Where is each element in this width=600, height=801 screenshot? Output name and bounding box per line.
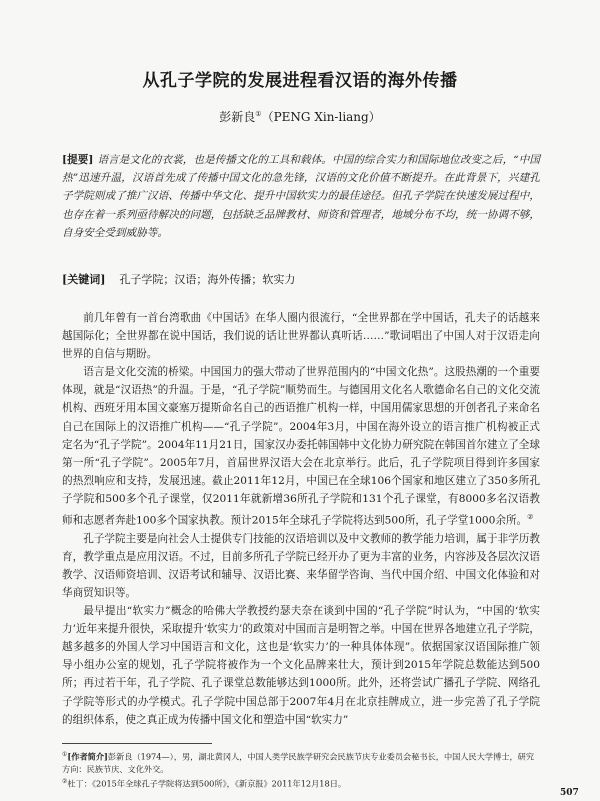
author-name: 彭新良 [219, 110, 256, 124]
keywords [62, 272, 540, 288]
footnote-2 [62, 776, 540, 790]
footnote-1-text: 彭新良（1974—），男，湖北黄冈人，中国人类学民族学研究会民族节庆专业委员会秘书长，中国人民大学博士，研究方向：民族节庆、文化外交。 [62, 751, 535, 775]
footnote-1-mark: ① [62, 751, 68, 758]
paragraph-1: 前几年曾有一首台湾歌曲《中国话》在华人圈内很流行，“全世界都在学中国话，孔夫子的话越来越国际化；全世界都在说中国话，我们说的话让世界都认真听话……”歌词唱出了中国人对于汉语走向世界的自信与期盼。 [62, 312, 540, 361]
footnote-2-mark: ② [62, 777, 68, 785]
abstract-label: [提要] [62, 154, 94, 166]
author-note-mark: ① [255, 110, 262, 118]
footnote-divider [62, 743, 212, 744]
keywords-label: [关键词] [62, 273, 106, 286]
footnote-1 [62, 749, 540, 776]
footnote-2-text: 杜丁：《2015年全球孔子学院将达到500所》，《新京报》2011年12月18日。 [67, 778, 347, 789]
paragraph-3: 孔子学院主要是向社会人士提供专门技能的汉语培训以及中文教师的教学能力培训，属于非学历教育，教学重点是应用汉语。不过，目前多所孔子学院已经开办了更为丰富的业务，内容涉及各层次汉语教学、汉语师资培训、汉语考试和辅导、汉语比赛、来华留学咨询、当代中国介绍、中国文化体验和对华商贸知识等。 [62, 532, 540, 599]
paragraph-4: 最早提出“软实力”概念的哈佛大学教授约瑟夫奈在谈到中国的“孔子学院”时认为，“中国的‘软实力’近年来提升很快，采取提升‘软实力’的政策对中国而言是明智之举。中国在世界各地建立孔子学院，越多越多的外国人学习中国语言和文化，这也是‘软实力’的一种具体体现”。依据国家汉语国际推广领导小组办公室的规划，孔子学院将被作为一个文化品牌来壮大，预计到2015年学院总数能达到500所；再过若干年，孔子学院、孔子课堂总数能够达到1000所。此外，还将尝试广播孔子学院、网络孔子学院等形式的办学模式。孔子学院中国总部于2007年4月在北京挂牌成立，进一步完善了孔子学院的组织体系，使之真正成为传播中国文化和塑造中国“软实力” [62, 605, 540, 726]
article-title: 从孔子学院的发展进程看汉语的海外传播 [142, 71, 458, 91]
paragraph-2-text: 语言是文化交流的桥梁。中国国力的强大带动了世界范围内的“中国文化热”。这股热潮的一个重要体现，就是“汉语热”的升温。于是，“孔子学院”顺势而生。与德国用文化名人歌德命名自己的文化交流机构、西班牙用本国文豪塞万提斯命名自己的西语推广机构一样，中国用儒家思想的开创者孔子来命名自己在国际上的汉语推广机构——“孔子学院”。2004年3月，中国在海外设立的语言推广机构被正式定名为“孔子学院”。2004年11月21日，国家汉办委托韩国韩中文化协力研究院在韩国首尔建立了全球第一所“孔子学院”。2005年7月，首届世界汉语大会在北京举行。此后，孔子学院项目得到许多国家的热烈响应和支持，发展迅速。截止2011年12月，中国已在全球106个国家和地区建立了350多所孔子学院和500多个孔子课堂，仅2011年就新增36所孔子学院和131个孔子课堂，有8000多名汉语教师和志愿者奔赴100多个国家执教。预计2015年全球孔子学院将达到500所，孔子学堂1000余所。 [62, 366, 540, 527]
abstract-text: 语言是文化的衣裳，也是传播文化的工具和载体。中国的综合实力和国际地位改变之后，“中国热”迅速升温，汉语首先成了传播中国文化的急先锋，汉语的文化价值不断提升。在此背景下，兴建孔子学院则成了推广汉语、传播中华文化、提升中国软实力的最佳途径。但孔子学院在快速发展过程中，也存在着一系列亟待解决的问题，包括缺乏品牌教材、师资和管理者，地域分布不均，统一协调不够，自身安全受到威胁等。 [62, 154, 540, 239]
paragraph-2 [62, 363, 540, 529]
footnote-ref-2: ② [527, 513, 534, 522]
footnotes [62, 749, 540, 790]
keywords-text: 孔子学院；汉语；海外传播；软实力 [119, 273, 296, 286]
footnote-1-label: [作者简介] [67, 751, 108, 762]
author-line [0, 108, 600, 125]
abstract [62, 151, 540, 242]
page-number: 507 [560, 788, 579, 798]
author-pinyin: （PENG Xin-liang） [261, 110, 381, 124]
article-body [62, 309, 540, 729]
